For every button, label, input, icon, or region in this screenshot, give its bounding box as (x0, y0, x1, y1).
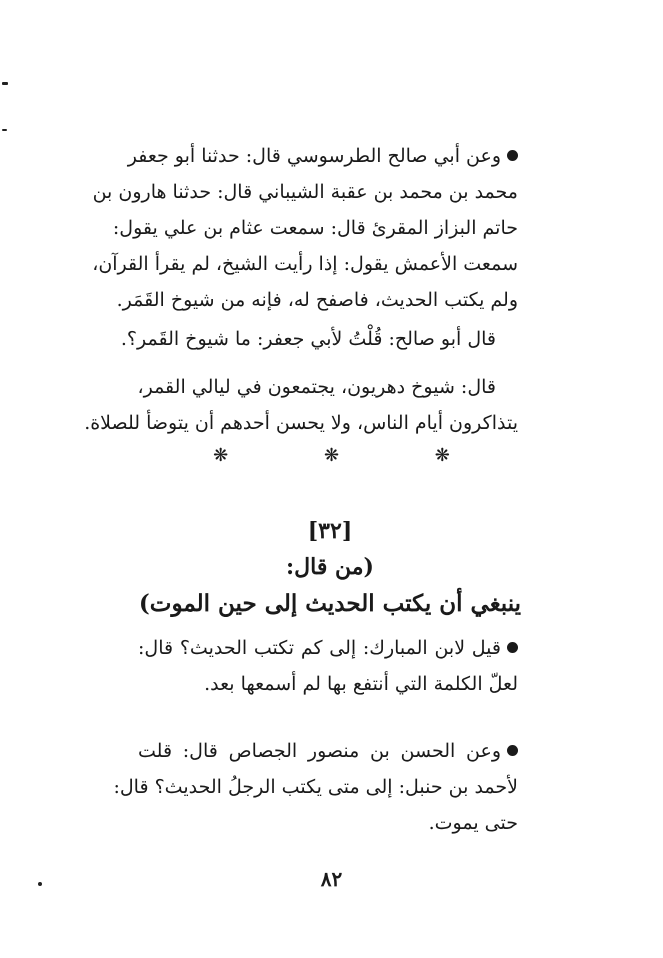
paragraph-line (138, 630, 518, 666)
section-subtitle: (من قال: (286, 554, 374, 580)
scan-mark-top (2, 82, 8, 85)
paragraph-line: لأحمد بن حنبل: إلى متى يكتب الرجلُ الحديث؟ قال: (113, 776, 518, 798)
star-icon: ❋ (323, 445, 340, 466)
paragraph-abu-salih (120, 321, 518, 357)
paragraph-line (120, 321, 518, 357)
paragraph-line: محمد بن محمد بن عقبة الشيباني قال: حدثنا هارون بن (92, 181, 518, 203)
paragraph-line: سمعت الأعمش يقول: إذا رأيت الشيخ، لم يقرأ القرآن، (92, 253, 518, 275)
paragraph-line (127, 138, 518, 174)
star-icon: ❋ (434, 445, 450, 466)
bullet-icon (507, 745, 518, 756)
line-text: قال: شيوخ دهريون، يجتمعون في ليالي القمر، (137, 376, 496, 398)
paragraph-line (138, 733, 518, 769)
line-text: وعن الحسن بن منصور الجصاص قال: قلت (138, 740, 501, 762)
line-text: وعن أبي صالح الطرسوسي قال: حدثنا أبو جعفر (127, 145, 501, 167)
line-text: قال أبو صالح: قُلْتُ لأبي جعفر: ما شيوخ القَمر؟. (120, 328, 496, 350)
paragraph-line: لعلّ الكلمة التي أنتفع بها لم أسمعها بعد. (204, 673, 518, 695)
bullet-icon (507, 150, 518, 161)
paragraph-line: حاتم البزاز المقرئ قال: سمعت عثام بن علي يقول: (112, 217, 518, 239)
paragraph-line: حتى يموت. (428, 812, 518, 834)
paragraph-line: ولم يكتب الحديث، فاصفح له، فإنه من شيوخ القَمَر. (116, 289, 518, 311)
star-icon: ❋ (213, 445, 229, 466)
paragraph-shuyukh (84, 369, 518, 441)
paragraph-ahmad-hanbal (113, 733, 518, 841)
section-divider (0, 445, 663, 466)
section-title: ينبغي أن يكتب الحديث إلى حين الموت) (138, 590, 522, 617)
section-number: [٣٢] (307, 518, 353, 544)
paragraph-tarsusi (92, 138, 518, 318)
bullet-icon (507, 642, 518, 653)
paragraph-line: يتذاكرون أيام الناس، ولا يحسن أحدهم أن يتوضأ للصلاة. (84, 412, 518, 434)
paragraph-line (138, 369, 518, 405)
scan-mark-upper (2, 129, 7, 131)
page-number: ٨٢ (320, 867, 343, 891)
paragraph-ibn-mubarak (138, 630, 518, 702)
line-text: قيل لابن المبارك: إلى كم تكتب الحديث؟ قال: (138, 637, 501, 659)
